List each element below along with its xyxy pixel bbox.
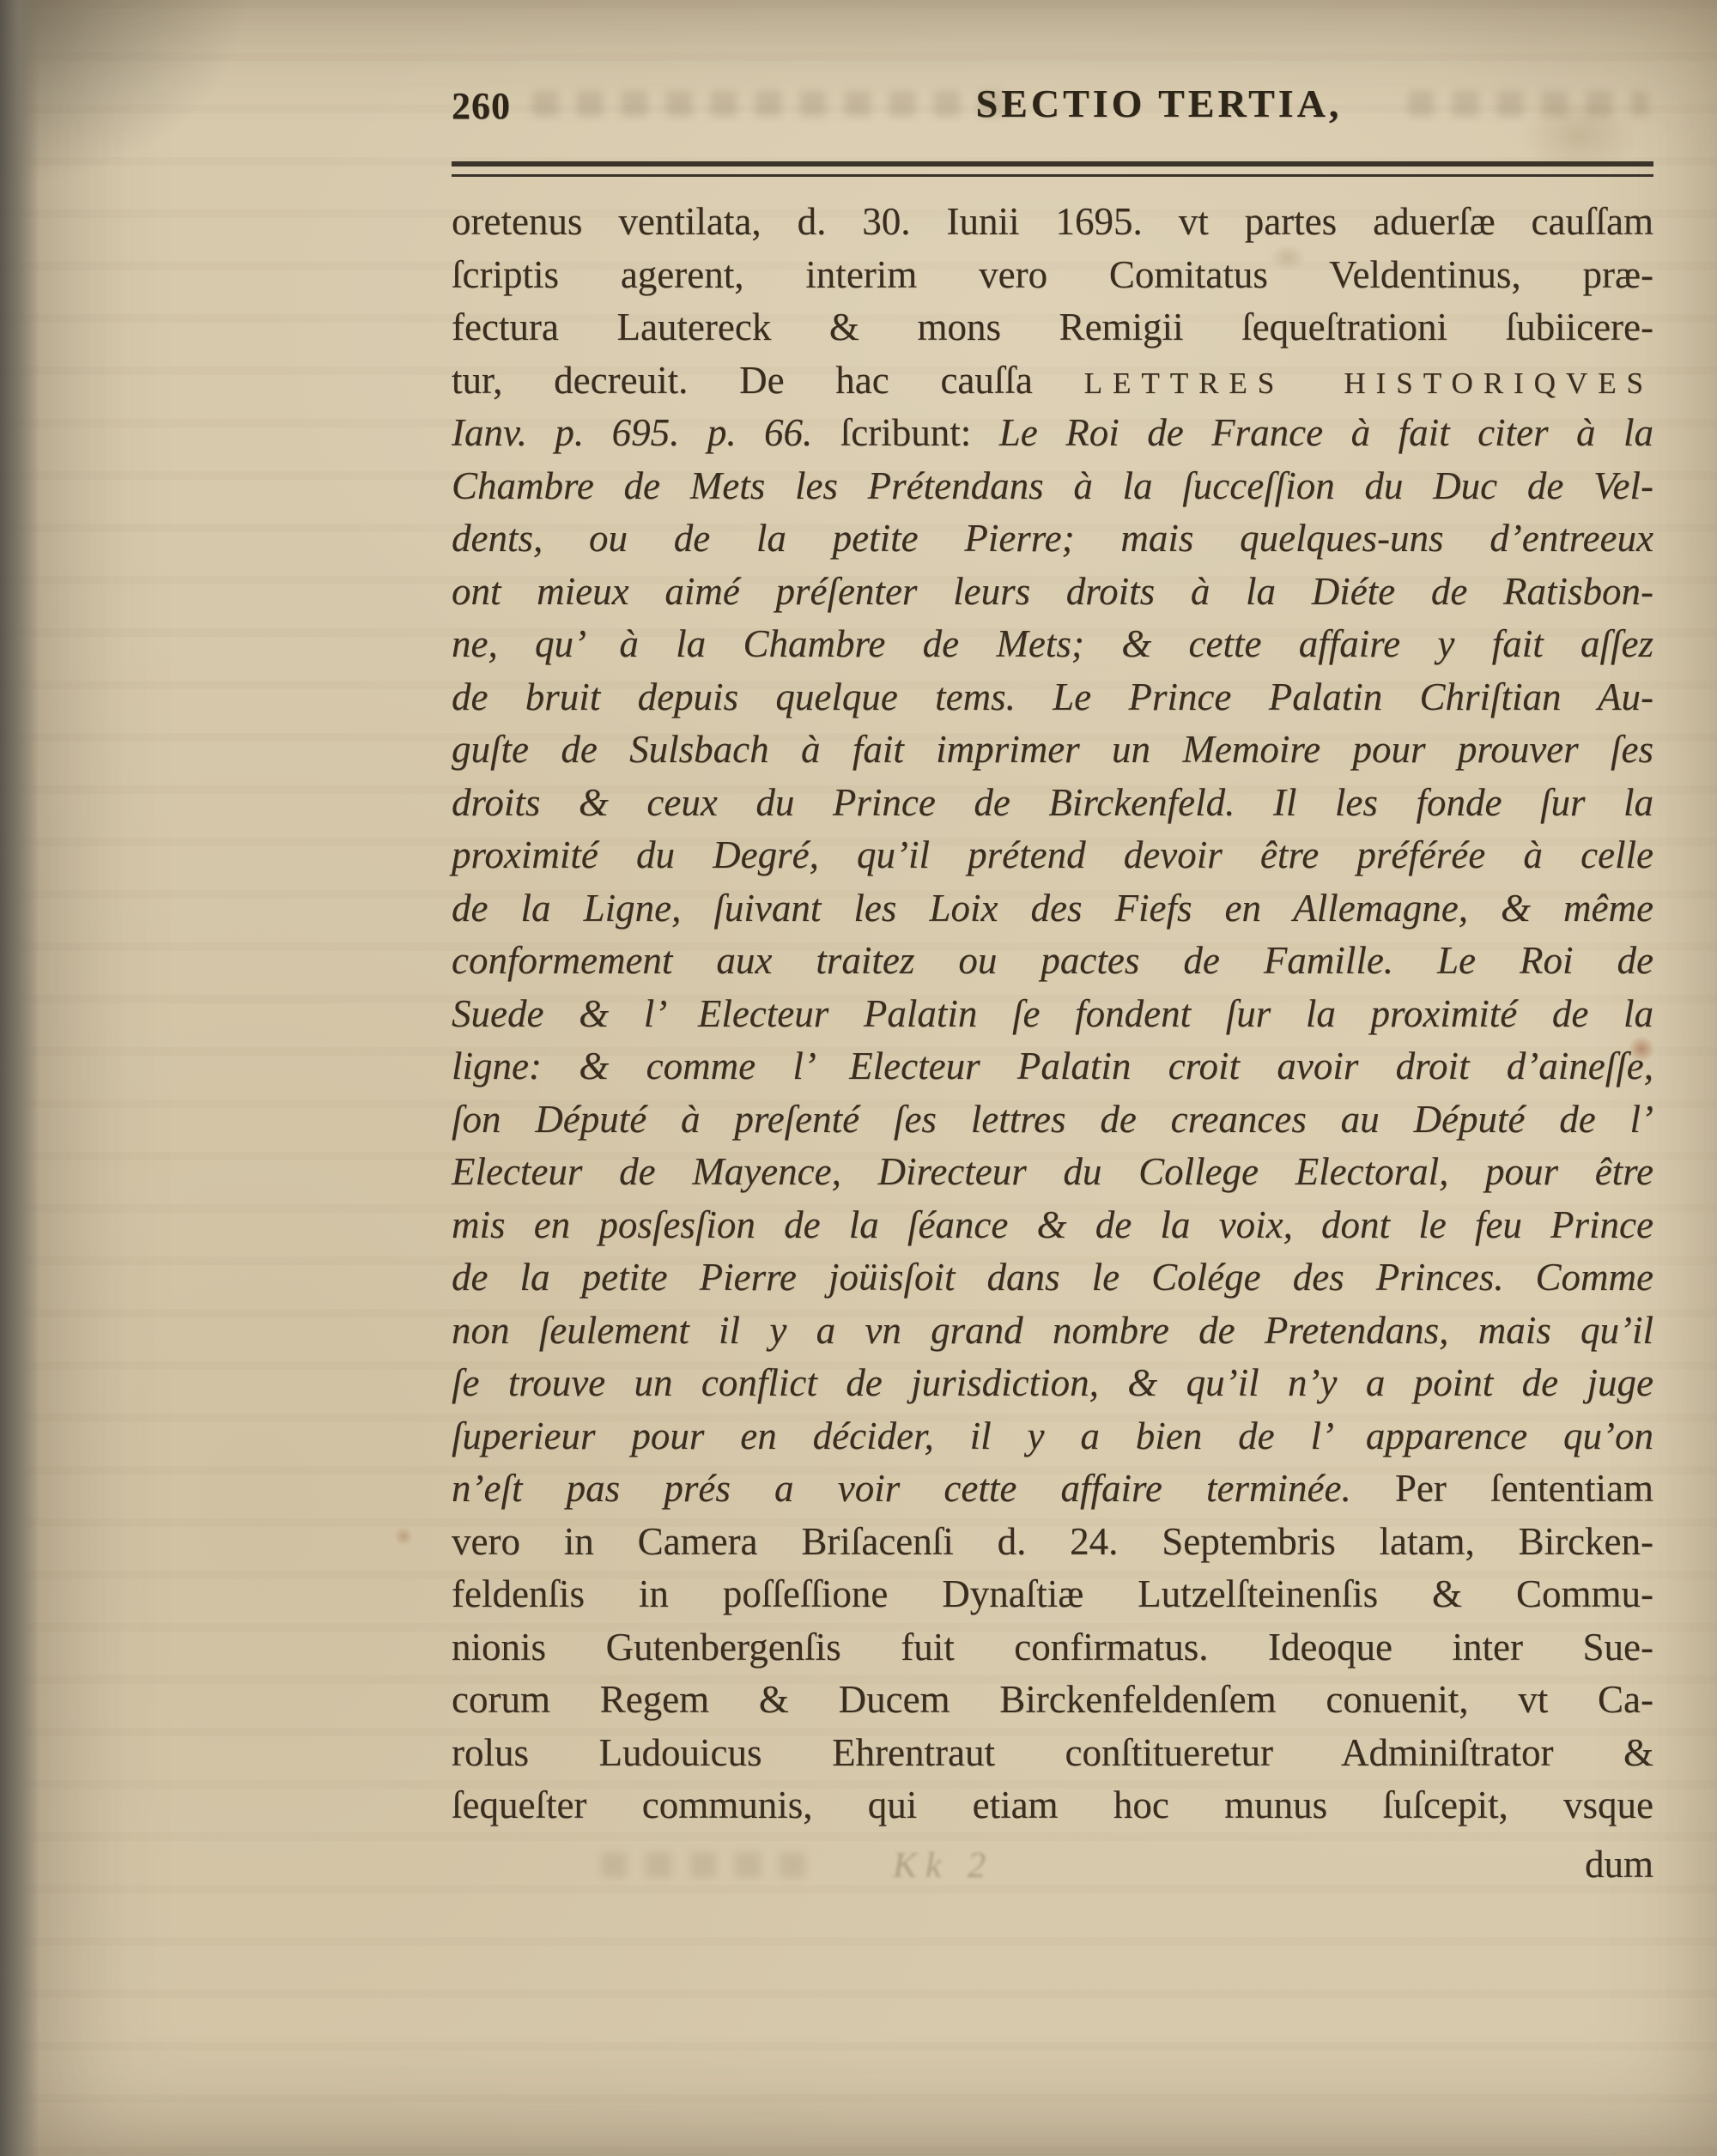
text-segment: Electeur de Mayence, Directeur du College Electoral, pour être bbox=[452, 1150, 1653, 1193]
text-line bbox=[452, 1674, 1653, 1727]
text-segment: rolus Ludouicus Ehrentraut conſtitueretur Adminiſtrator & bbox=[452, 1730, 1653, 1774]
text-line bbox=[452, 618, 1653, 671]
text-segment: de la Ligne, ſuivant les Loix des Fiefs en Allemagne, & même bbox=[452, 886, 1653, 930]
text-line bbox=[452, 566, 1653, 619]
text-segment: ſe trouve un conflict de jurisdiction, & qu’il n’y a point de juge bbox=[452, 1361, 1653, 1404]
text-segment: conformement aux traitez ou pactes de Famille. Le Roi de bbox=[452, 939, 1653, 982]
text-segment: guſte de Sulsbach à fait imprimer un Memoire pour prouver ſes bbox=[452, 728, 1653, 771]
catchword: dum bbox=[1584, 1843, 1653, 1886]
text-segment: Ianv. p. 695. p. 66. bbox=[452, 411, 840, 454]
text-line bbox=[452, 882, 1653, 936]
bleedthrough-signature-mark: Kk 2 bbox=[893, 1846, 995, 1886]
header-rule-top bbox=[452, 161, 1653, 167]
text-segment: ſequeſter communis, qui etiam hoc munus ſuſcepit, vsque bbox=[452, 1784, 1653, 1826]
page-edge-shadow bbox=[0, 0, 39, 2156]
page-number: 260 bbox=[452, 85, 511, 127]
text-line bbox=[452, 1621, 1653, 1675]
text-segment: vero in Camera Briſacenſi d. 24. Septembris latam, Bircken- bbox=[452, 1519, 1653, 1563]
text-line bbox=[452, 724, 1653, 777]
text-segment: Chambre de Mets les Prétendans à la ſucceſſion du Duc de Vel- bbox=[452, 463, 1653, 507]
text-line bbox=[452, 354, 1653, 408]
text-segment: de bruit depuis quelque tems. Le Prince Palatin Chriſtian Au- bbox=[452, 675, 1653, 718]
text-segment: ſuperieur pour en décider, il y a bien de l’ apparence qu’on bbox=[452, 1414, 1653, 1457]
text-line bbox=[452, 1568, 1653, 1621]
text-segment: non ſeulement il y a vn grand nombre de Pretendans, mais qu’il bbox=[452, 1308, 1653, 1352]
running-title: SECTIO TERTIA, bbox=[975, 82, 1343, 125]
text-segment: feldenſis in poſſeſſione Dynaſtiæ Lutzelſteinenſis & Commu- bbox=[452, 1572, 1653, 1615]
text-segment: de la petite Pierre joüisſoit dans le Colége des Princes. Comme bbox=[452, 1256, 1653, 1299]
text-line bbox=[452, 1040, 1653, 1093]
text-segment: nionis Gutenbergenſis fuit confirmatus. Ideoque inter Sue- bbox=[452, 1625, 1653, 1668]
text-line bbox=[452, 1199, 1653, 1252]
text-line bbox=[452, 829, 1653, 882]
text-line bbox=[452, 671, 1653, 724]
text-segment: ne, qu’ à la Chambre de Mets; & cette affaire y fait aſſez bbox=[452, 622, 1653, 665]
text-segment: proximité du Degré, qu’il prétend devoir être préférée à celle bbox=[452, 833, 1653, 876]
text-line bbox=[452, 460, 1653, 513]
text-segment: ſcribunt: bbox=[840, 411, 999, 454]
text-segment: Le Roi de France à fait citer à la bbox=[998, 411, 1653, 454]
text-line bbox=[452, 301, 1653, 354]
text-segment: ſon Député à preſenté ſes lettres de creances au Député de l’ bbox=[452, 1097, 1653, 1141]
text-segment: ſcriptis agerent, interim vero Comitatus Veldentinus, præ- bbox=[452, 252, 1653, 296]
text-segment: droits & ceux du Prince de Birckenfeld. Il les fonde ſur la bbox=[452, 780, 1653, 824]
catchword-row bbox=[452, 1842, 1653, 1886]
text-line bbox=[452, 777, 1653, 830]
text-segment: mis en posſesſion de la ſéance & de la voix, dont le feu Prince bbox=[452, 1202, 1653, 1246]
text-segment: LETTRES HISTORIQVES bbox=[1083, 366, 1653, 400]
text-line bbox=[452, 1357, 1653, 1410]
bleedthrough-smudge bbox=[1408, 91, 1648, 117]
text-segment: Suede & l’ Electeur Palatin ſe fondent ſur la proximité de la bbox=[452, 991, 1653, 1035]
text-line bbox=[452, 1410, 1653, 1463]
text-line bbox=[452, 1779, 1653, 1832]
text-line bbox=[452, 1463, 1653, 1516]
text-segment: fectura Lautereck & mons Remigii ſequeſtrationi ſubiicere- bbox=[452, 306, 1653, 348]
text-line bbox=[452, 1727, 1653, 1780]
text-segment: n’eſt pas prés a voir cette affaire terminée. bbox=[452, 1467, 1395, 1510]
text-line bbox=[452, 196, 1653, 249]
text-segment: ligne: & comme l’ Electeur Palatin croit avoir droit d’aineſſe, bbox=[452, 1045, 1653, 1087]
text-line bbox=[452, 935, 1653, 988]
bleedthrough-smudge bbox=[532, 91, 1013, 117]
text-segment: dents, ou de la petite Pierre; mais quelques-uns d’entreeux bbox=[452, 517, 1653, 560]
text-line bbox=[452, 1516, 1653, 1569]
text-segment: ont mieux aimé préſenter leurs droits à la Diéte de Ratisbon- bbox=[452, 569, 1653, 613]
text-line bbox=[452, 1251, 1653, 1305]
header-rule-bottom bbox=[452, 174, 1653, 177]
text-segment: tur, decreuit. De hac cauſſa bbox=[452, 358, 1084, 402]
text-segment: corum Regem & Ducem Birckenfeldenſem conuenit, vt Ca- bbox=[452, 1678, 1653, 1721]
text-line bbox=[452, 1093, 1653, 1147]
text-segment: oretenus ventilata, d. 30. Iunii 1695. vt partes aduerſæ cauſſam bbox=[452, 200, 1653, 243]
text-segment: Per ſententiam bbox=[1394, 1467, 1653, 1510]
text-line bbox=[452, 1146, 1653, 1199]
body-text bbox=[452, 196, 1653, 1832]
text-line bbox=[452, 1305, 1653, 1358]
text-line bbox=[452, 512, 1653, 566]
text-line bbox=[452, 249, 1653, 302]
text-line bbox=[452, 407, 1653, 460]
text-line bbox=[452, 988, 1653, 1041]
